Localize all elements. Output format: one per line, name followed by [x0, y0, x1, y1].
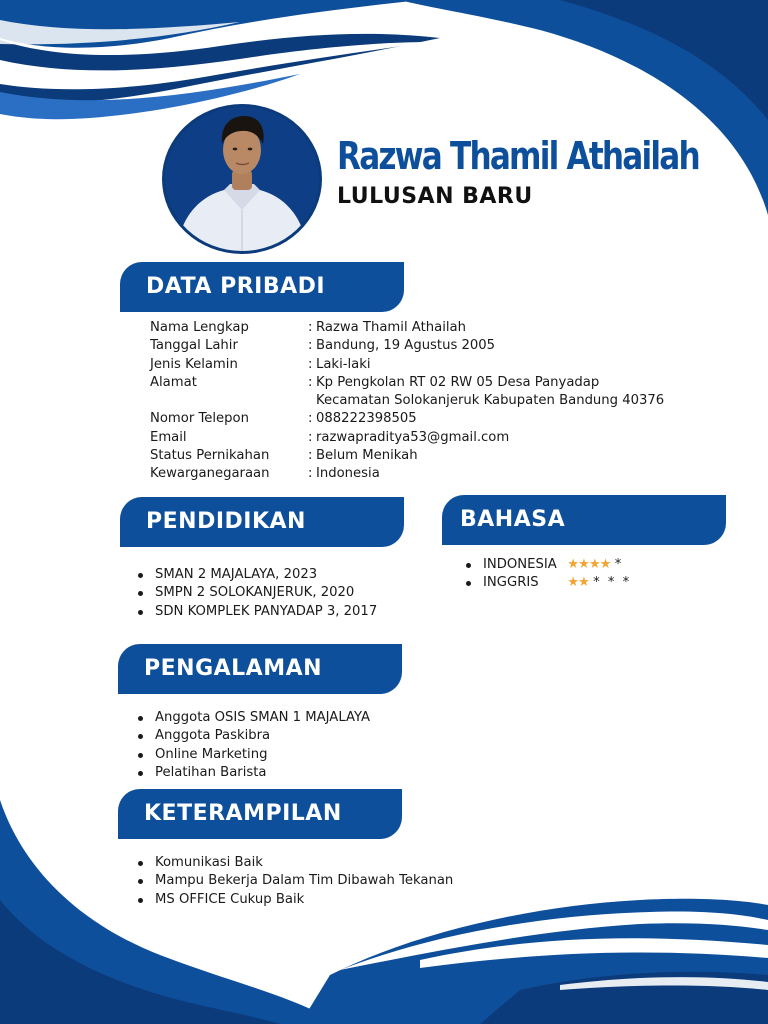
list-item: SMPN 2 SOLOKANJERUK, 2020	[137, 584, 377, 602]
field-label: Kewarganegaraan	[150, 466, 270, 482]
field-label: Email	[150, 429, 187, 445]
list-item: MS OFFICE Cukup Baik	[137, 891, 453, 909]
full-name-heading: Razwa Thamil Athailah	[337, 134, 699, 178]
rating-rest: *	[614, 557, 624, 572]
field-separator: :	[308, 374, 313, 390]
field-value: Belum Menikah	[316, 448, 418, 464]
field-value: Laki-laki	[316, 356, 371, 372]
table-row	[150, 410, 676, 428]
field-label: Jenis Kelamin	[150, 356, 238, 372]
table-row	[150, 447, 676, 465]
field-value: 088222398505	[316, 411, 417, 427]
table-row	[150, 337, 676, 355]
personal-data-table	[150, 319, 676, 484]
skills-list	[137, 854, 453, 909]
field-value: razwapraditya53@gmail.com	[316, 429, 510, 445]
list-item: Komunikasi Baik	[137, 854, 453, 872]
section-heading-education: PENDIDIKAN	[120, 497, 404, 547]
list-item	[465, 574, 631, 592]
field-label: Tanggal Lahir	[150, 338, 238, 354]
section-heading-experience: PENGALAMAN	[118, 644, 402, 694]
table-row	[150, 356, 676, 374]
field-value: Bandung, 19 Agustus 2005	[316, 338, 496, 354]
language-name: INGGRIS	[483, 575, 539, 591]
table-row	[150, 465, 676, 483]
field-label: Alamat	[150, 374, 197, 390]
list-item	[465, 556, 631, 574]
field-label: Nama Lengkap	[150, 320, 249, 335]
list-item: Online Marketing	[137, 746, 370, 764]
field-separator: :	[308, 356, 313, 372]
section-heading-skills: KETERAMPILAN	[118, 789, 402, 839]
field-label: Nomor Telepon	[150, 411, 249, 427]
field-separator: :	[308, 429, 313, 445]
field-label: Status Pernikahan	[150, 448, 270, 464]
field-value: Razwa Thamil Athailah	[316, 320, 466, 335]
field-separator: :	[308, 466, 313, 482]
list-item: Mampu Bekerja Dalam Tim Dibawah Tekanan	[137, 872, 453, 890]
list-item: Anggota Paskibra	[137, 727, 370, 745]
languages-list	[465, 556, 631, 593]
job-title: LULUSAN BARU	[337, 184, 533, 209]
field-separator: :	[308, 320, 313, 335]
experience-list	[137, 709, 370, 782]
field-value: Kp Pengkolan RT 02 RW 05 Desa Panyadap Kecamatan Solokanjeruk Kabupaten Bandung 40376	[316, 374, 665, 409]
table-row	[150, 429, 676, 447]
education-list	[137, 566, 377, 621]
star-icon: ★★★★	[567, 557, 611, 572]
list-item: Anggota OSIS SMAN 1 MAJALAYA	[137, 709, 370, 727]
star-icon: ★★	[567, 575, 589, 591]
field-separator: :	[308, 448, 313, 464]
list-item: SDN KOMPLEK PANYADAP 3, 2017	[137, 603, 377, 621]
profile-photo	[162, 104, 322, 254]
section-heading-personal: DATA PRIBADI	[120, 262, 404, 312]
language-name: INDONESIA	[483, 557, 557, 572]
section-heading-languages: BAHASA	[442, 495, 726, 545]
field-value: Indonesia	[316, 466, 380, 482]
table-row	[150, 319, 676, 337]
table-row	[150, 374, 676, 411]
rating-rest: * * *	[593, 575, 632, 591]
list-item: SMAN 2 MAJALAYA, 2023	[137, 566, 377, 584]
field-separator: :	[308, 411, 313, 427]
field-separator: :	[308, 338, 313, 354]
list-item: Pelatihan Barista	[137, 764, 370, 782]
